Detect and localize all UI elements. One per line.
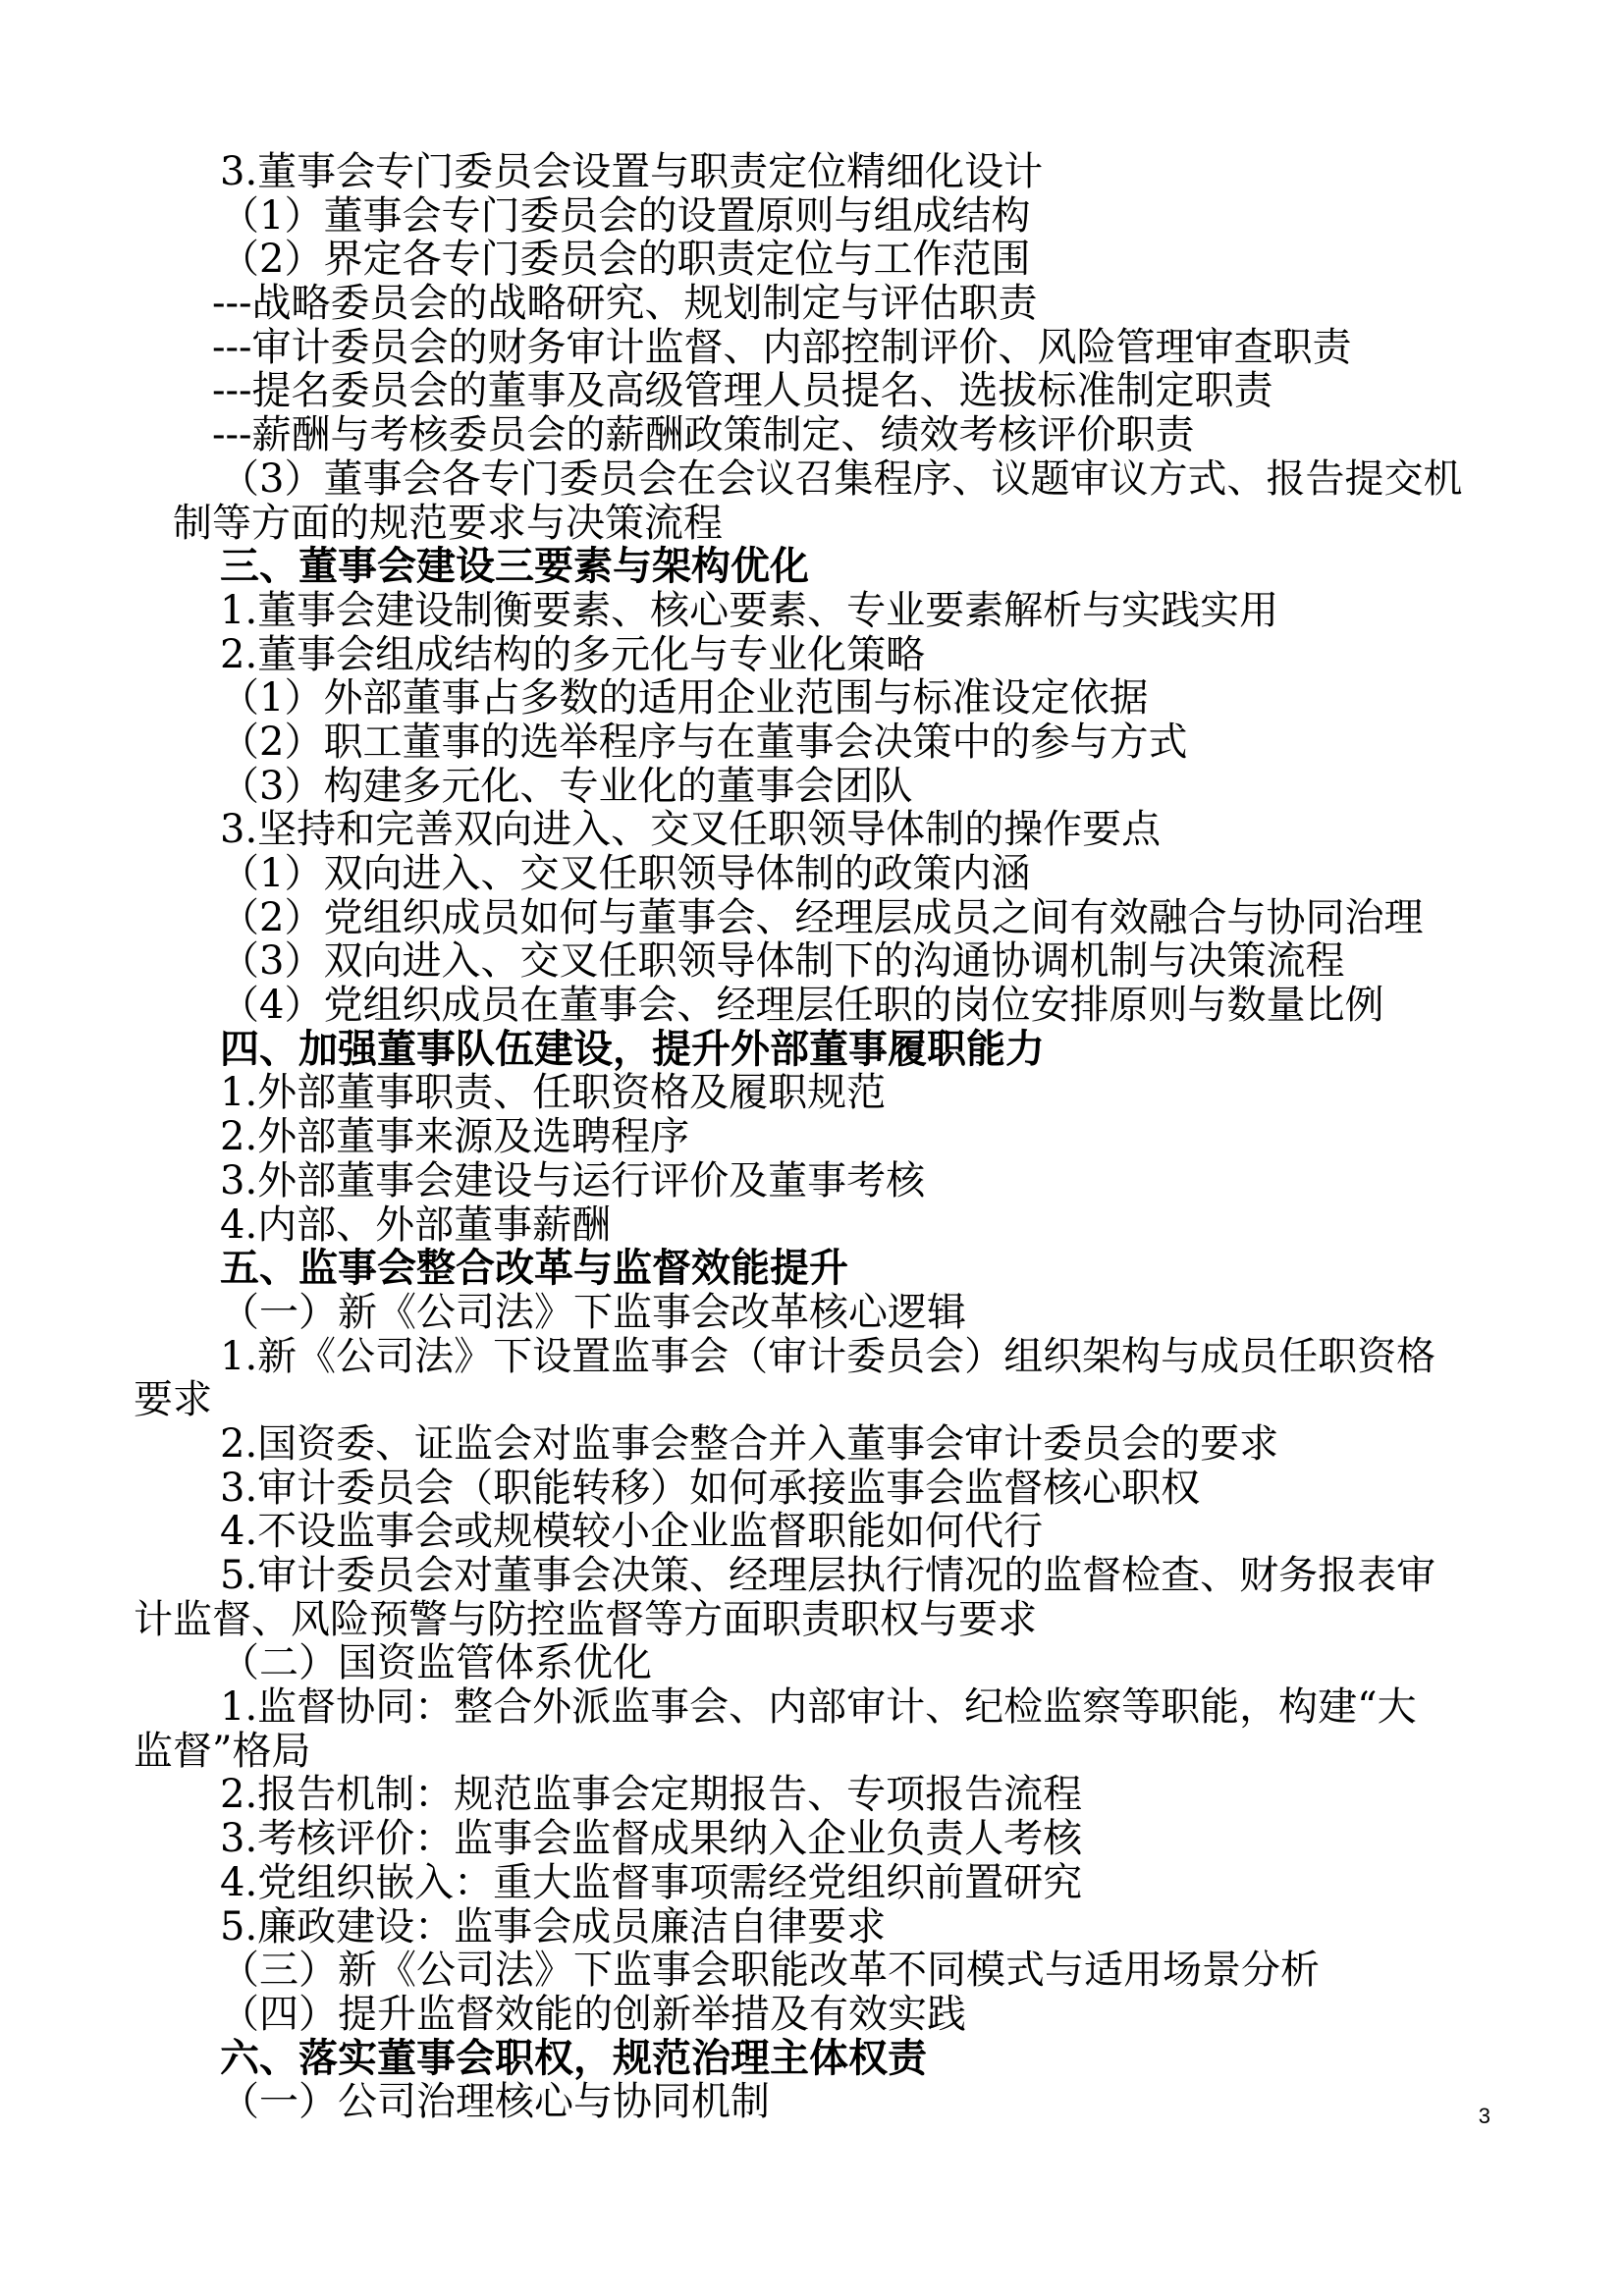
outline-item: （二）国资监管体系优化	[220, 1640, 652, 1686]
outline-item: （1）董事会专门委员会的设置原则与组成结构	[220, 192, 1031, 239]
outline-item: 1.新《公司法》下设置监事会（审计委员会）组织架构与成员任职资格	[220, 1333, 1436, 1379]
outline-item: （四）提升监督效能的创新举措及有效实践	[220, 1991, 966, 2037]
outline-item-continuation: 要求	[134, 1377, 212, 1423]
outline-item: （3）董事会各专门委员会在会议召集程序、议题审议方式、报告提交机	[220, 455, 1463, 502]
outline-item: 3.外部董事会建设与运行评价及董事考核	[220, 1157, 926, 1203]
outline-item: 2.董事会组成结构的多元化与专业化策略	[220, 631, 926, 677]
outline-item: （1）双向进入、交叉任职领导体制的政策内涵	[220, 851, 1031, 896]
outline-item: ---战略委员会的战略研究、规划制定与评估职责	[212, 281, 1038, 327]
outline-item: 3.考核评价：监事会监督成果纳入企业负责人考核	[220, 1816, 1083, 1862]
outline-item: ---薪酬与考核委员会的薪酬政策制定、绩效考核评价职责	[212, 412, 1195, 458]
outline-item: ---审计委员会的财务审计监督、内部控制评价、风险管理审查职责	[212, 324, 1352, 370]
outline-item: （2）职工董事的选举程序与在董事会决策中的参与方式	[220, 719, 1188, 765]
outline-item: （一）公司治理核心与协同机制	[220, 2079, 770, 2125]
outline-item-continuation: 计监督、风险预警与防控监督等方面职责职权与要求	[134, 1596, 1037, 1642]
outline-item: 4.内部、外部董事薪酬	[220, 1201, 612, 1248]
outline-item: （2）党组织成员如何与董事会、经理层成员之间有效融合与协同治理	[220, 894, 1424, 940]
section-heading: 三、董事会建设三要素与架构优化	[220, 543, 809, 590]
outline-item: （3）双向进入、交叉任职领导体制下的沟通协调机制与决策流程	[220, 938, 1345, 985]
outline-item: （2）界定各专门委员会的职责定位与工作范围	[220, 237, 1031, 283]
outline-item: 3.审计委员会（职能转移）如何承接监事会监督核心职权	[220, 1465, 1201, 1511]
outline-item: 2.外部董事来源及选聘程序	[220, 1114, 690, 1160]
outline-item: 5.廉政建设：监事会成员廉洁自律要求	[220, 1903, 887, 1949]
outline-item-continuation: 监督”格局	[134, 1728, 311, 1774]
outline-item-continuation: 制等方面的规范要求与决策流程	[173, 500, 723, 546]
outline-item: 3.董事会专门委员会设置与职责定位精细化设计	[220, 149, 1044, 194]
outline-item: （一）新《公司法》下监事会改革核心逻辑	[220, 1289, 966, 1335]
page-number: 3	[1478, 2104, 1490, 2128]
outline-item: （三）新《公司法》下监事会职能改革不同模式与适用场景分析	[220, 1948, 1320, 1994]
outline-item: 1.监督协同：整合外派监事会、内部审计、纪检监察等职能，构建“大	[220, 1684, 1417, 1731]
outline-item: 1.董事会建设制衡要素、核心要素、专业要素解析与实践实用	[220, 587, 1279, 633]
section-heading: 六、落实董事会职权，规范治理主体权责	[220, 2034, 927, 2081]
outline-item: （3）构建多元化、专业化的董事会团队	[220, 763, 913, 809]
outline-item: 5.审计委员会对董事会决策、经理层执行情况的监督检查、财务报表审	[220, 1553, 1436, 1598]
document-body	[134, 150, 1489, 2124]
outline-item: 2.国资委、证监会对监事会整合并入董事会审计委员会的要求	[220, 1420, 1279, 1467]
outline-item: 1.外部董事职责、任职资格及履职规范	[220, 1070, 887, 1116]
outline-item: ---提名委员会的董事及高级管理人员提名、选拔标准制定职责	[212, 368, 1273, 414]
outline-item: 2.报告机制：规范监事会定期报告、专项报告流程	[220, 1772, 1083, 1818]
outline-item: 4.不设监事会或规模较小企业监督职能如何代行	[220, 1509, 1044, 1555]
outline-item: 3.坚持和完善双向进入、交叉任职领导体制的操作要点	[220, 807, 1162, 853]
outline-item: （4）党组织成员在董事会、经理层任职的岗位安排原则与数量比例	[220, 983, 1384, 1029]
section-heading: 四、加强董事队伍建设，提升外部董事履职能力	[220, 1025, 1045, 1072]
outline-item: 4.党组织嵌入：重大监督事项需经党组织前置研究	[220, 1859, 1083, 1905]
outline-item: （1）外部董事占多数的适用企业范围与标准设定依据	[220, 675, 1149, 721]
section-heading: 五、监事会整合改革与监督效能提升	[220, 1245, 848, 1292]
